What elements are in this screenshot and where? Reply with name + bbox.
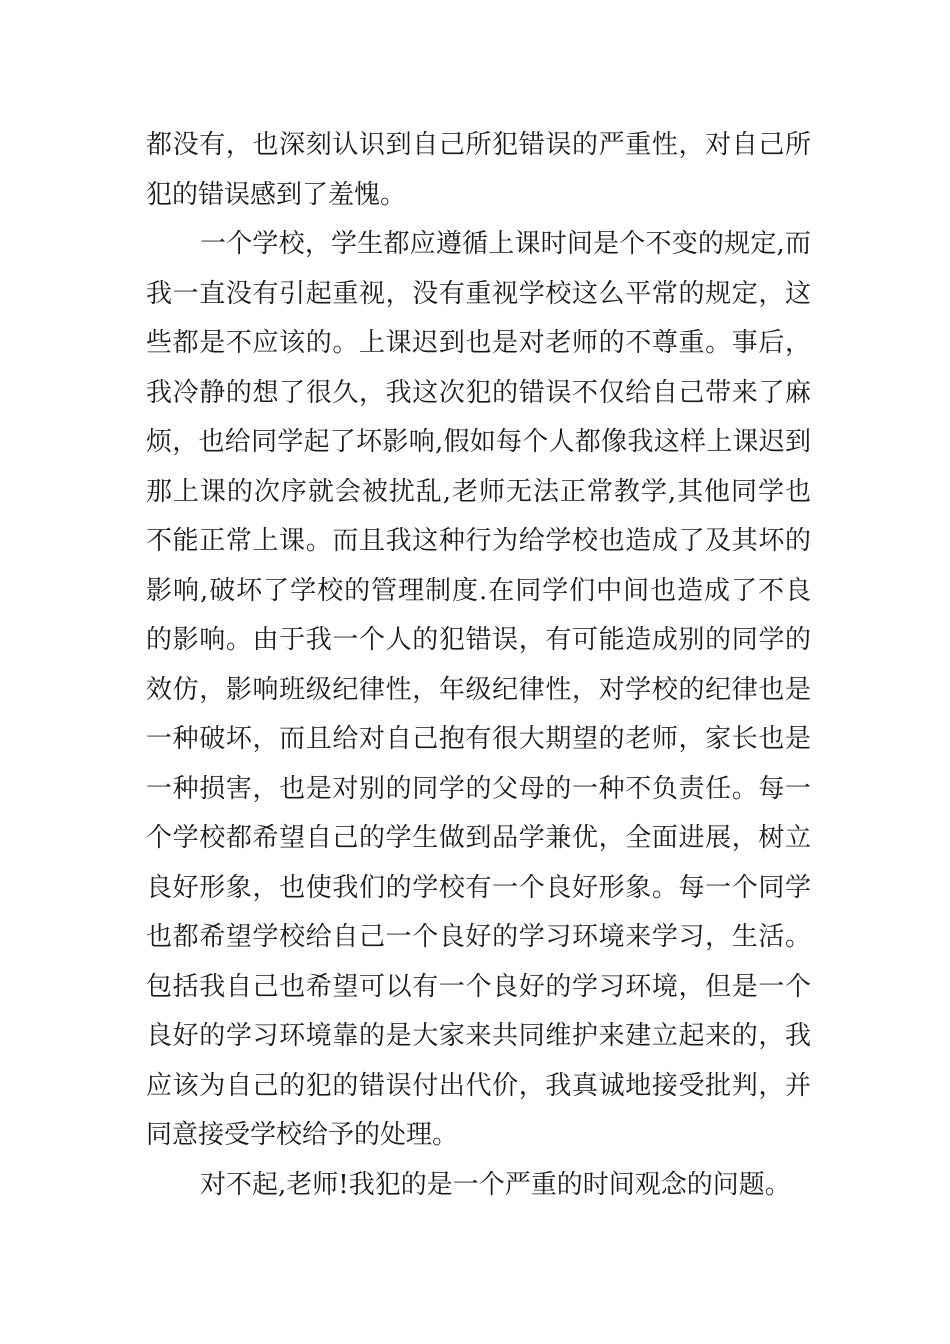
text-line: 一个学校，学生都应遵循上课时间是个不变的规定,而 [200,229,811,259]
text-line: 犯的错误感到了羞愧。 [146,179,407,210]
text-line: 都没有，也深刻认识到自己所犯错误的严重性，对自己所 [146,130,811,160]
text-line: 的影响。由于我一个人的犯错误，有可能造成别的同学的 [146,625,811,655]
text-line: 些都是不应该的。上课迟到也是对老师的不尊重。事后， [146,328,811,358]
body-text [146,121,811,1210]
text-line: 不能正常上课。而且我这种行为给学校也造成了及其坏的 [146,526,811,556]
text-line: 同意接受学校给予的处理。 [146,1120,459,1150]
text-line: 影响,破坏了学校的管理制度.在同学们中间也造成了不良 [146,575,811,606]
text-line: 良好的学习环境靠的是大家来共同维护来建立起来的，我 [146,1021,811,1051]
text-line: 一种损害，也是对别的同学的父母的一种不负责任。每一 [146,773,811,804]
paragraph-2 [146,220,811,1161]
text-line: 烦，也给同学起了坏影响,假如每个人都像我这样上课迟到 [146,427,811,457]
text-line: 我冷静的想了很久，我这次犯的错误不仅给自己带来了麻 [146,377,811,408]
text-line: 良好形象，也使我们的学校有一个良好形象。每一个同学 [146,872,811,903]
text-line: 那上课的次序就会被扰乱,老师无法正常教学,其他同学也 [146,476,811,507]
paragraph-1 [146,121,811,220]
text-line: 我一直没有引起重视，没有重视学校这么平常的规定，这 [146,278,811,309]
text-line: 对不起,老师!我犯的是一个严重的时间观念的问题。 [200,1169,791,1200]
text-line: 一种破坏，而且给对自己抱有很大期望的老师，家长也是 [146,724,811,754]
text-line: 应该为自己的犯的错误付出代价，我真诚地接受批判，并 [146,1070,811,1101]
text-line: 个学校都希望自己的学生做到品学兼优，全面进展，树立 [146,823,811,853]
text-line: 也都希望学校给自己一个良好的学习环境来学习，生活。 [146,922,811,952]
text-line: 包括我自己也希望可以有一个良好的学习环境，但是一个 [146,971,811,1002]
text-line: 效仿，影响班级纪律性，年级纪律性，对学校的纪律也是 [146,674,811,705]
paragraph-3 [146,1161,811,1211]
